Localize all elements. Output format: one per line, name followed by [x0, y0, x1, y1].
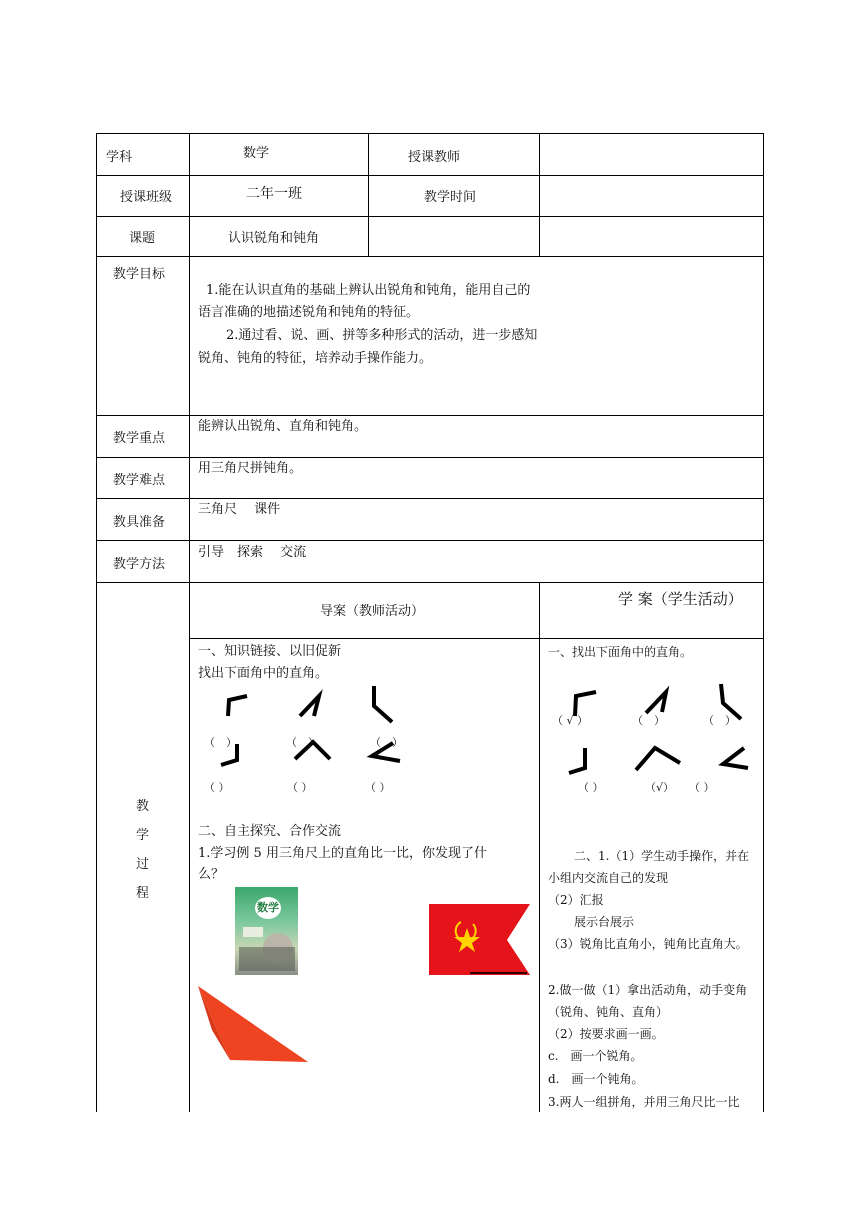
method-label: 教学方法: [113, 557, 166, 572]
student-s3-line-3: （2）按要求画一画。: [548, 1027, 664, 1041]
student-s3-line-1: 2.做一做（1）拿出活动角，动手变角: [548, 983, 748, 997]
goals-line-4: 锐角、钝角的特征，培养动手操作能力。: [198, 351, 433, 366]
goals-label: 教学目标: [113, 267, 166, 282]
time-label: 教学时间: [424, 190, 477, 205]
teacher-section-2-question-1: 1.学习例 5 用三角尺上的直角比一比，你发现了什: [198, 846, 487, 861]
student-s3-line-6: 3.两人一组拼角，并用三角尺比一比: [548, 1095, 740, 1109]
goals-line-3: 2.通过看、说、画、拼等多种形式的活动，进一步感知: [226, 328, 538, 343]
student-answer-1: （ √ ）: [552, 714, 589, 727]
student-s2-line-2: 小组内交流自己的发现: [548, 871, 669, 885]
class-label: 授课班级: [120, 190, 173, 205]
student-answer-3: （ ）: [703, 714, 736, 727]
topic-value: 认识锐角和钝角: [228, 231, 320, 246]
student-s2-line-3: （2）汇报: [548, 893, 604, 907]
student-s2-line-5: （3）锐角比直角小，钝角比直角大。: [548, 937, 748, 951]
process-label-char-3: 过: [136, 857, 150, 872]
goals-line-1: 1.能在认识直角的基础上辨认出锐角和钝角，能用自己的: [206, 283, 531, 298]
student-s2-line-1: 二、1.（1）学生动手操作，并在: [574, 849, 750, 863]
student-section-1: 一、找出下面角中的直角。: [548, 645, 693, 659]
key-value: 能辨认出锐角、直角和钝角。: [198, 419, 368, 434]
tools-label: 教具准备: [113, 515, 166, 530]
student-answer-4: （ ）: [578, 781, 604, 794]
student-answer-2: （ ）: [632, 714, 665, 727]
teacher-section-2-question-2: 么？: [198, 867, 225, 882]
method-value: 引导 探索 交流: [198, 545, 307, 560]
student-answer-6: （ ）: [689, 781, 715, 794]
difficulty-label: 教学难点: [113, 473, 166, 488]
textbook-title: 数学: [255, 897, 281, 919]
subject-label: 学科: [106, 150, 133, 165]
student-s3-line-2: （锐角、钝角、直角）: [548, 1005, 669, 1019]
process-label-char-1: 教: [136, 799, 150, 814]
teacher-paren-4: （ ）: [204, 781, 230, 794]
teacher-activity-header: 导案（教师活动）: [320, 604, 425, 619]
tools-value: 三角尺 课件: [198, 502, 281, 517]
subject-value: 数学: [243, 146, 270, 161]
goals-line-2: 语言准确的地描述锐角和钝角的特征。: [198, 305, 420, 320]
teacher-section-1-task: 找出下面角中的直角。: [198, 666, 329, 681]
teacher-paren-6: （ ）: [365, 781, 391, 794]
student-s3-line-5: d. 画一个钝角。: [548, 1072, 644, 1086]
class-value: 二年一班: [246, 186, 302, 202]
teacher-paren-2: （ ）: [286, 736, 319, 749]
teacher-section-2-title: 二、自主探究、合作交流: [198, 824, 342, 839]
teacher-paren-5: （ ）: [287, 781, 313, 794]
student-s2-line-4: 展示台展示: [574, 915, 635, 929]
student-s3-line-4: c. 画一个锐角。: [548, 1049, 643, 1063]
student-activity-header: 学 案（学生活动）: [618, 590, 743, 608]
topic-label: 课题: [129, 231, 156, 246]
teacher-label: 授课教师: [408, 150, 461, 165]
difficulty-value: 用三角尺拼钝角。: [198, 461, 303, 476]
process-label-char-4: 程: [136, 886, 150, 901]
key-label: 教学重点: [113, 431, 166, 446]
teacher-paren-3: （ ）: [370, 736, 403, 749]
teacher-paren-1: （ ）: [204, 736, 237, 749]
student-answer-5: （√）: [645, 781, 675, 794]
process-label-char-2: 学: [136, 828, 150, 843]
teacher-section-1-title: 一、知识链接、以旧促新: [198, 644, 342, 659]
